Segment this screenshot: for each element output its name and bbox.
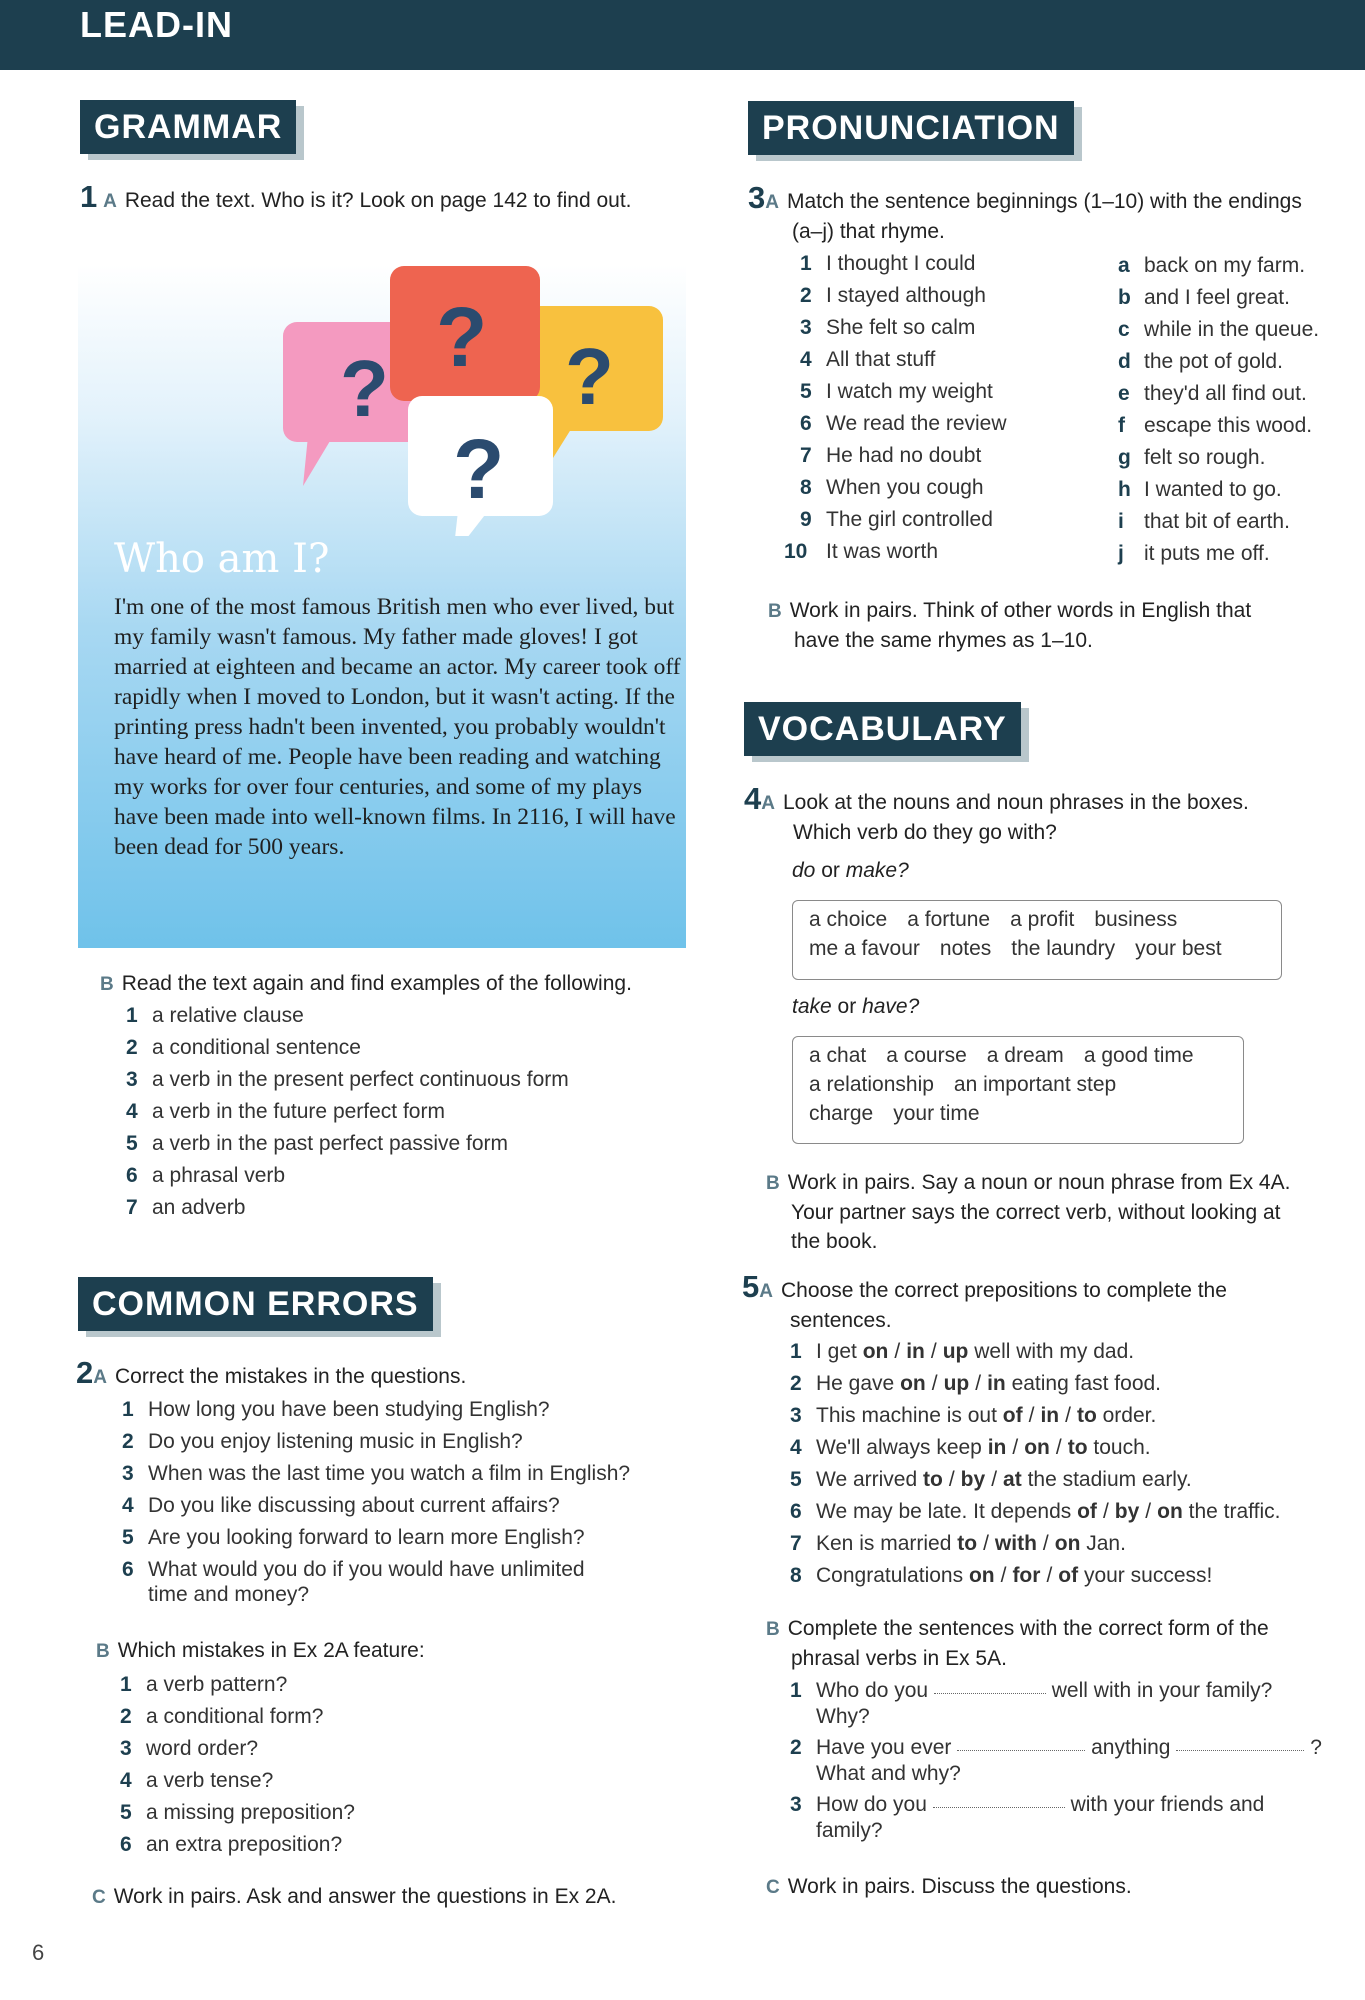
- exercise-5c: C Work in pairs. Discuss the questions.: [766, 1875, 1132, 1898]
- list-item: 3 How do you with your friends and: [790, 1793, 1265, 1816]
- list-item: 1 How long you have been studying English?: [122, 1398, 550, 1421]
- banner-title: LEAD-IN: [80, 4, 233, 45]
- exercise-1a: [80, 179, 632, 216]
- exercise-5a-list: [790, 1336, 1280, 1592]
- list-item: 9 The girl controlled: [800, 508, 993, 531]
- exercise-2a: 2A Correct the mistakes in the questions.: [76, 1355, 467, 1390]
- preposition-option[interactable]: of: [1058, 1564, 1079, 1587]
- list-item: 2 a conditional sentence: [126, 1036, 361, 1059]
- preposition-option[interactable]: of: [1077, 1500, 1097, 1523]
- list-item-continuation: family?: [816, 1819, 883, 1842]
- do-make-box: a choice a fortune a profit business me a favour notes the laundry your best: [792, 900, 1282, 980]
- preposition-option[interactable]: on: [1157, 1500, 1183, 1523]
- endings-list: [1118, 250, 1319, 570]
- list-item: d the pot of gold.: [1118, 350, 1283, 373]
- svg-text:?: ?: [453, 422, 505, 516]
- preposition-option[interactable]: at: [1003, 1468, 1022, 1491]
- do-or-make-label: do or make?: [792, 859, 909, 882]
- preposition-option[interactable]: on: [1054, 1532, 1081, 1555]
- preposition-option[interactable]: to: [957, 1532, 978, 1555]
- preposition-option[interactable]: up: [943, 1372, 970, 1395]
- exercise-4a: 4A Look at the nouns and noun phrases in the boxes. Which verb do they go with?: [744, 781, 1249, 844]
- exercise-instruction: Read the text. Who is it? Look on page 142 to find out.: [124, 189, 632, 212]
- list-item: 4 All that stuff: [800, 348, 936, 371]
- common-errors-heading: COMMON ERRORS: [78, 1277, 433, 1331]
- list-item: j it puts me off.: [1118, 542, 1270, 565]
- card-text: I'm one of the most famous British men who ever lived, but my family wasn't famous. My father made gloves! I got married at eighteen and became an actor. My career took off rapidly when I moved to London, but it wasn't acting. If the printing press hadn't been invented, you probably wouldn't have heard of me. People have been reading and watching my works for over four centuries, and some of my plays have been made into well-known films. In 2116, I will have been dead for 500 years.: [114, 594, 681, 860]
- list-item: 1 a relative clause: [126, 1004, 304, 1027]
- exercise-5a: 5A Choose the correct prepositions to complete the sentences.: [742, 1269, 1227, 1332]
- take-or-have-label: take or have?: [792, 995, 920, 1018]
- list-item: 6 an extra preposition?: [120, 1833, 343, 1856]
- list-item: 5 We arrived to / by / at the stadium early.: [790, 1464, 1280, 1496]
- exercise-2b: B Which mistakes in Ex 2A feature:: [96, 1639, 425, 1662]
- list-item: 7 Ken is married to / with / on Jan.: [790, 1528, 1280, 1560]
- preposition-option[interactable]: by: [1114, 1500, 1140, 1523]
- list-item-continuation: Why?: [816, 1705, 870, 1728]
- preposition-option[interactable]: up: [942, 1340, 969, 1363]
- preposition-option[interactable]: to: [1067, 1436, 1088, 1459]
- list-item: i that bit of earth.: [1118, 510, 1290, 533]
- list-item: 2 I stayed although: [800, 284, 986, 307]
- page-number: 6: [32, 1940, 45, 1965]
- exercise-1b-list: [126, 1000, 569, 1224]
- exercise-3b: B Work in pairs. Think of other words in English that have the same rhymes as 1–10.: [768, 599, 1252, 652]
- exercise-3a: 3A Match the sentence beginnings (1–10) with the endings (a–j) that rhyme.: [748, 180, 1302, 243]
- white-bubble: [408, 396, 553, 536]
- list-item: 2 Have you ever anything ?: [790, 1736, 1322, 1759]
- list-item: 2 Do you enjoy listening music in English?: [122, 1430, 523, 1453]
- lead-in-banner: [0, 0, 1365, 70]
- list-item: 3 She felt so calm: [800, 316, 976, 339]
- list-item: 6 We read the review: [800, 412, 1007, 435]
- speech-bubbles-illustration: [78, 236, 686, 536]
- list-item: 7 an adverb: [126, 1196, 246, 1219]
- svg-text:?: ?: [565, 332, 614, 421]
- preposition-option[interactable]: for: [1012, 1564, 1041, 1587]
- list-item: 4 Do you like discussing about current affairs?: [122, 1494, 560, 1517]
- list-item: c while in the queue.: [1118, 318, 1320, 341]
- list-item: 10 It was worth: [784, 540, 939, 563]
- list-item: 6 What would you do if you would have unlimited: [122, 1558, 585, 1581]
- list-item: 3 This machine is out of / in / to order.: [790, 1400, 1280, 1432]
- answer-gap[interactable]: [1176, 1735, 1304, 1751]
- list-item: 1 I thought I could: [800, 252, 976, 275]
- list-item: g felt so rough.: [1118, 446, 1266, 469]
- list-item-continuation: What and why?: [816, 1762, 961, 1785]
- list-item: 3 a verb in the present perfect continuous form: [126, 1068, 569, 1091]
- list-item: 4 We'll always keep in / on / to touch.: [790, 1432, 1280, 1464]
- preposition-option[interactable]: on: [968, 1564, 995, 1587]
- preposition-option[interactable]: to: [1076, 1404, 1097, 1427]
- list-item: f escape this wood.: [1118, 414, 1313, 437]
- list-item: 4 a verb in the future perfect form: [126, 1100, 445, 1123]
- list-item: 5 I watch my weight: [800, 380, 993, 403]
- list-item: 4 a verb tense?: [120, 1769, 274, 1792]
- answer-gap[interactable]: [934, 1678, 1046, 1694]
- list-item: 6 a phrasal verb: [126, 1164, 286, 1187]
- svg-text:?: ?: [340, 344, 389, 433]
- preposition-option[interactable]: in: [987, 1436, 1007, 1459]
- list-item: a back on my farm.: [1118, 254, 1306, 277]
- list-item: 1 Who do you well with in your family?: [790, 1679, 1273, 1702]
- exercise-4b: B Work in pairs. Say a noun or noun phrase from Ex 4A. Your partner says the correct verb, without looking at the book.: [766, 1171, 1291, 1253]
- list-item: 1 a verb pattern?: [120, 1673, 288, 1696]
- vocabulary-heading: VOCABULARY: [744, 702, 1021, 756]
- preposition-option[interactable]: by: [960, 1468, 986, 1491]
- exercise-2b-list: [120, 1669, 355, 1861]
- list-item: 2 a conditional form?: [120, 1705, 324, 1728]
- list-item: 3 word order?: [120, 1737, 259, 1760]
- preposition-option[interactable]: of: [1002, 1404, 1023, 1427]
- exercise-5b-list: [790, 1678, 1322, 1844]
- preposition-option[interactable]: on: [900, 1372, 926, 1395]
- list-item: 5 Are you looking forward to learn more English?: [122, 1526, 585, 1549]
- preposition-option[interactable]: on: [862, 1340, 889, 1363]
- exercise-2a-list: [122, 1394, 630, 1607]
- preposition-option[interactable]: on: [1024, 1436, 1050, 1459]
- beginnings-list: [784, 248, 1007, 568]
- list-item: 3 When was the last time you watch a film in English?: [122, 1462, 631, 1485]
- list-item: 5 a verb in the past perfect passive form: [126, 1132, 509, 1155]
- list-item: 7 He had no doubt: [800, 444, 982, 467]
- exercise-5b: B Complete the sentences with the correct form of the phrasal verbs in Ex 5A.: [766, 1617, 1269, 1670]
- svg-text:?: ?: [436, 290, 488, 384]
- exercise-number: 1: [80, 179, 98, 214]
- list-item: e they'd all find out.: [1118, 382, 1307, 405]
- list-item: 6 We may be late. It depends of / by / on the traffic.: [790, 1496, 1280, 1528]
- list-item: 1 I get on / in / up well with my dad.: [790, 1336, 1280, 1368]
- answer-gap[interactable]: [957, 1735, 1085, 1751]
- list-item: 2 He gave on / up / in eating fast food.: [790, 1368, 1280, 1400]
- list-item-continuation: time and money?: [148, 1583, 310, 1606]
- list-item: 5 a missing preposition?: [120, 1801, 355, 1824]
- card-title: Who am I?: [114, 536, 330, 582]
- exercise-2c: C Work in pairs. Ask and answer the questions in Ex 2A.: [92, 1885, 617, 1908]
- list-item: 8 When you cough: [800, 476, 984, 499]
- preposition-option[interactable]: to: [923, 1468, 943, 1491]
- pronunciation-heading: PRONUNCIATION: [748, 101, 1074, 155]
- who-am-i-card: [78, 236, 686, 948]
- list-item: b and I feel great.: [1118, 286, 1290, 309]
- take-have-box: a chat a course a dream a good time a relationship an important step charge your time: [792, 1036, 1244, 1144]
- list-item: 8 Congratulations on / for / of your success!: [790, 1560, 1280, 1592]
- grammar-heading: GRAMMAR: [80, 100, 296, 154]
- preposition-option[interactable]: in: [1040, 1404, 1060, 1427]
- preposition-option[interactable]: with: [994, 1532, 1037, 1555]
- preposition-option[interactable]: in: [987, 1372, 1006, 1395]
- exercise-letter: A: [103, 191, 117, 212]
- answer-gap[interactable]: [933, 1792, 1065, 1808]
- preposition-option[interactable]: in: [906, 1340, 925, 1363]
- exercise-1b: B Read the text again and find examples of the following.: [100, 972, 632, 995]
- list-item: h I wanted to go.: [1118, 478, 1282, 501]
